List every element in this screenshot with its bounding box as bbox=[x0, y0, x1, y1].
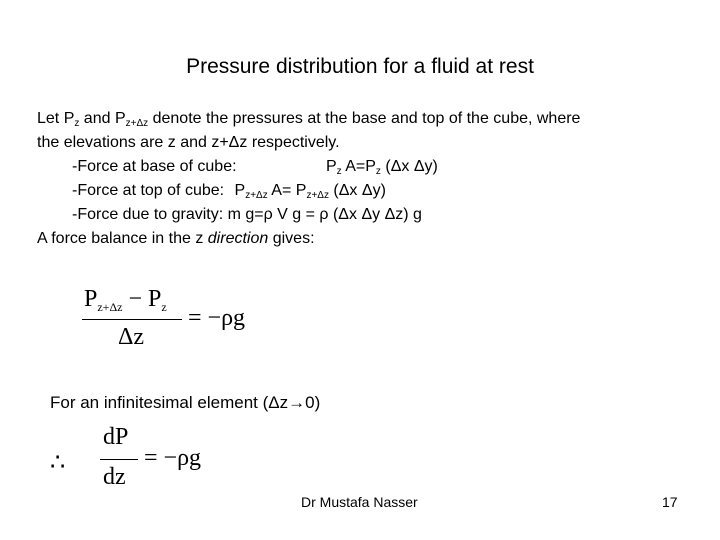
eq1-fraction-bar bbox=[82, 319, 182, 320]
slide-title: Pressure distribution for a fluid at rest bbox=[186, 55, 534, 78]
force-base-line bbox=[72, 155, 438, 179]
force-gravity-line: -Force due to gravity: m g=ρ V g = ρ (Δx Δy Δz) g bbox=[72, 206, 422, 223]
eq1-rhs: = −ρg bbox=[188, 305, 246, 331]
force-base-label: -Force at base of cube: bbox=[72, 158, 237, 175]
subscript: z+Δz bbox=[125, 118, 149, 129]
intro-line-2: the elevations are z and z+Δz respectively. bbox=[37, 134, 340, 151]
therefore-symbol: ∴ bbox=[50, 450, 66, 476]
footer-author: Dr Mustafa Nasser bbox=[301, 494, 418, 510]
force-balance-line: A force balance in the z direction gives: bbox=[37, 230, 315, 247]
eq2-numerator: dP bbox=[103, 424, 129, 450]
force-top-line bbox=[72, 179, 386, 203]
intro-line-1 bbox=[37, 107, 580, 131]
intro-text-a: Let P bbox=[37, 110, 75, 127]
intro-text-c: denote the pressures at the base and top of the cube, where bbox=[148, 110, 581, 127]
force-top-expr: $P_{z+\Delta z}$ $A= P_{z+\Delta z}$ (Δx Δy) bbox=[234, 182, 386, 201]
eq2-denominator: dz bbox=[103, 464, 126, 490]
infinitesimal-line: For an infinitesimal element (Δz→0) bbox=[50, 393, 321, 412]
subscript: z bbox=[74, 118, 80, 129]
eq1-numerator: $P_{z+\Delta z} - P_z$ bbox=[84, 286, 167, 314]
direction-word: direction bbox=[207, 230, 269, 247]
eq1-denominator: Δz bbox=[118, 324, 145, 350]
page-number: 17 bbox=[662, 494, 678, 510]
force-top-label: -Force at top of cube: bbox=[72, 182, 225, 199]
eq2-fraction-bar bbox=[100, 459, 138, 460]
eq2-rhs: = −ρg bbox=[144, 445, 202, 471]
force-base-expr: $P_z$ $A=P_z$ (Δx Δy) bbox=[326, 158, 438, 177]
intro-text-b: and P bbox=[79, 110, 126, 127]
